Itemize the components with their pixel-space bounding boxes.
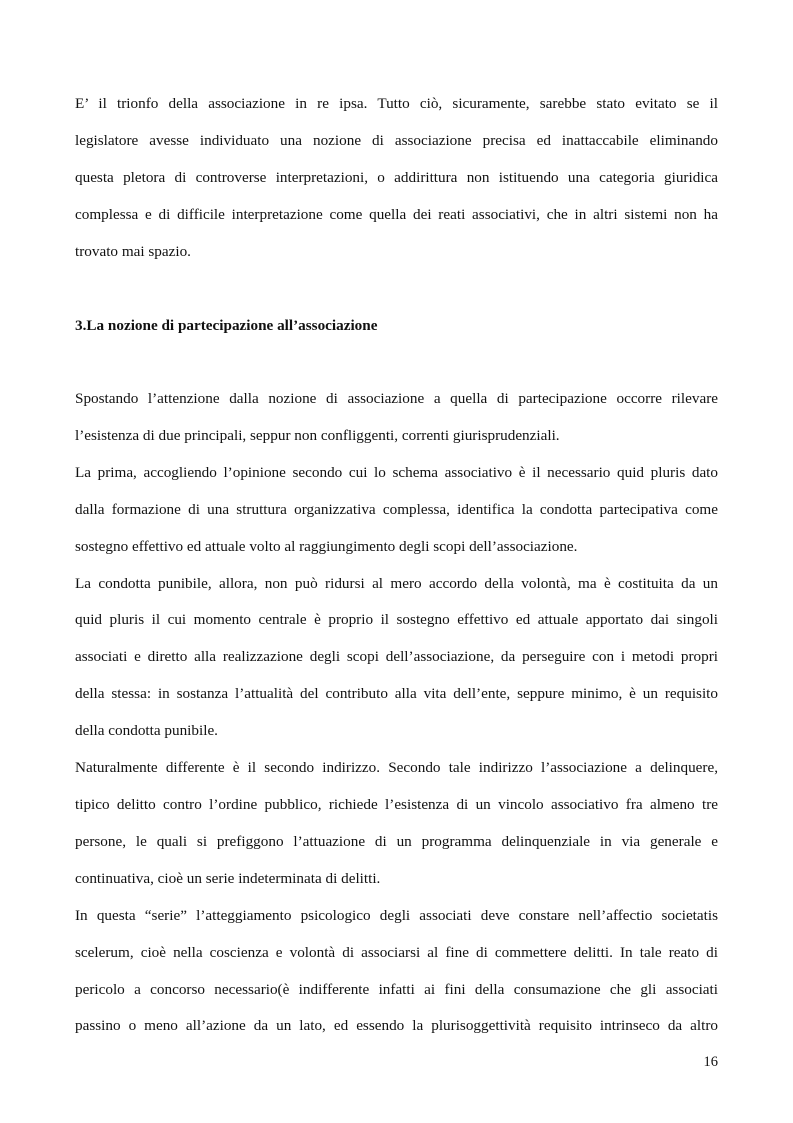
text-line: continuativa, cioè un serie indeterminata di delitti. [75,869,381,887]
text-line: complessa e di difficile interpretazione come quella dei reati associativi, che in altri sistemi non ha [75,205,718,223]
text-line: associati e diretto alla realizzazione degli scopi dell’associazione, da perseguire con i metodi propri [75,648,718,666]
text-line: scelerum, cioè nella coscienza e volontà di associarsi al fine di commettere delitti. In tale reato di [75,943,718,961]
paragraph-section [75,381,718,1045]
text-line: passino o meno all’azione da un lato, ed essendo la plurisoggettività requisito intrinseco da altro [75,1017,718,1035]
text-line: quid pluris il cui momento centrale è proprio il sostegno effettivo ed attuale apportato dai singoli [75,611,718,629]
text-line: l’esistenza di due principali, seppur non confliggenti, correnti giurisprudenziali. [75,426,560,444]
text-line: E’ il trionfo della associazione in re ipsa. Tutto ciò, sicuramente, sarebbe stato evitato se il [75,95,718,112]
text-line: Spostando l’attenzione dalla nozione di associazione a quella di partecipazione occorre rilevare [75,390,718,407]
text-line: La prima, accogliendo l’opinione secondo cui lo schema associativo è il necessario quid pluris dato [75,463,718,481]
text-line: della condotta punibile. [75,722,218,740]
text-line: della stessa: in sostanza l’attualità del contributo alla vita dell’ente, seppure minimo, è un requisito [75,685,718,703]
text-line: legislatore avesse individuato una nozione di associazione precisa ed inattaccabile eliminando [75,131,718,149]
section-heading: 3.La nozione di partecipazione all’associazione [75,317,378,334]
text-line: Naturalmente differente è il secondo indirizzo. Secondo tale indirizzo l’associazione a delinquere, [75,759,718,777]
text-line: In questa “serie” l’atteggiamento psicologico degli associati deve constare nell’affectio societatis [75,906,718,924]
text-line: trovato mai spazio. [75,242,191,260]
text-line: tipico delitto contro l’ordine pubblico, richiede l’esistenza di un vincolo associativo fra almeno tre [75,795,718,813]
text-line: pericolo a concorso necessario(è indifferente infatti ai fini della consumazione che gli associati [75,980,718,998]
text-line: sostegno effettivo ed attuale volto al raggiungimento degli scopi dell’associazione. [75,537,578,555]
page-number: 16 [703,1054,718,1070]
text-line: persone, le quali si prefiggono l’attuazione di un programma delinquenziale in via generale e [75,832,718,850]
text-line: questa pletora di controverse interpretazioni, o addirittura non istituendo una categoria giuridica [75,168,718,186]
text-line: dalla formazione di una struttura organizzativa complessa, identifica la condotta partecipativa come [75,500,718,518]
paragraph-intro [75,86,718,271]
text-line: La condotta punibile, allora, non può ridursi al mero accordo della volontà, ma è costituita da un [75,574,718,592]
